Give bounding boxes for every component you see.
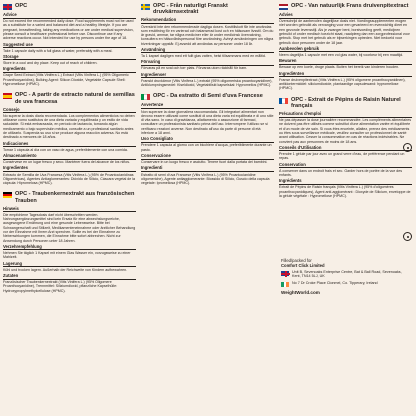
paragraph: Consérvese en un lugar fresco y seco. Manténer fuera del alcance de los niños. [3, 160, 131, 165]
heading: Lagerung [3, 260, 23, 266]
heading: Verzehrempfehlung [3, 243, 42, 249]
column-left [3, 3, 136, 299]
divider [3, 59, 136, 60]
paragraph: Estratto di semi d'uva Francese (Vitis Vinifera L.) (95% Proantocianidine oligomeriche), Agente antiagglomerante: Biossido di Silicio, Guscio della capsula vegetale: Ipromellosa (HPMC). [141, 172, 270, 186]
section-header [279, 97, 412, 109]
heading: Advice [3, 12, 17, 17]
flag-ie-icon [281, 282, 289, 287]
heading: Conservazione [141, 153, 171, 159]
filled-for-text: Filled/packed for [281, 258, 312, 263]
flag-it-icon [141, 94, 150, 100]
paragraph: Store in a cool and dry place. Keep out of reach of children. [3, 61, 98, 66]
flag-es-icon [3, 93, 12, 99]
company-name: Comfort Click Limited [281, 263, 325, 268]
heading: Zutaten [3, 273, 19, 279]
section-swedish [141, 3, 274, 87]
divider [279, 167, 412, 168]
paragraph: Französischer Traubenkernextrakt (Vitis Vinifera L.) (95% Oligomere Proanthocyanidine), Trennmittel: Siliziumdioxid, pflanzliche Kapselhülle: Hydroxypropylmethylcellulose (HPMC). [3, 280, 118, 293]
ie-address-row [281, 281, 411, 287]
paragraph: Bewaar op een koele, droge plaats. Buiten het bereik van kinderen houden. [279, 65, 400, 70]
website-text: WeightWorld.com [281, 289, 320, 295]
divider [3, 249, 136, 250]
heading: Förvaring [141, 59, 161, 65]
paragraph: Ta 1 kapsel dagligen med ett fullt glas vatten, helst tillsammans med en måltid. [141, 54, 266, 59]
section-italian [141, 93, 274, 185]
section-title: OPC - Från naturligt Franskt druvkärnsextrakt [153, 3, 228, 16]
divider [141, 171, 274, 172]
section-title: OPC - Extrait de Pépins de Raisin Naturel français [291, 96, 401, 109]
paragraph: Die empfohlene Tagesdosis darf nicht überschritten werden. Nahrungsergänzungsmittel sind kein Ersatz für eine abwechslungsreiche, ausgewogene Ernährung und eine gesunde Lebensweise. Bitte bei Schwangerschaft und Stillzeit, Medikamenteneinnahme oder ärztlicher Behandlung vor der Einnahme mit Ihrem Arzt sprechen. Sollte es bei der Einnahme zu Nebenwirkungen kommen, die Einnahme bitte sofort abbrechen. Nicht zur Anwendung durch Personen unter 18 Jahren. [3, 212, 136, 243]
heading: Bewaren [279, 58, 297, 64]
uk-address-row [281, 270, 411, 279]
column-right [279, 3, 412, 299]
paragraph: Overschrijd de aanbevolen dagelijkse dosis niet. Voedingssupplementen mogen niet worden gebruikt als vervanging voor een gevarieerd en evenwichtig dieet en een gezonde levensstijl. Als je zwanger bent, borstvoeding geeft, medicijnen gebruikt of onder medisch toezicht staat, raadpleeg dan een zorgprofessional voor gebruik. Stop met het gebruik als er bijwerkingen optreden. Niet bedoeld voor gebruik door personen onder de 18 jaar. [279, 19, 410, 45]
paragraph: Take 1 capsule daily with a full glass of water, preferably with a meal. [3, 48, 113, 53]
paragraph: Extracto de Semilla de Uva Francesa (Vitis Vinifera L.) (95% de Proantocianidinas Oligoméricas), Agentes Antiaglomerantes: Dióxido de Silicio, Cáscara vegetal de la cápsula: Hipromelosa (HPMC). [3, 172, 136, 186]
section-spanish [3, 92, 136, 185]
heading: Advies [279, 12, 293, 17]
divider [279, 18, 412, 19]
heading: Storage [3, 53, 19, 59]
recycle-seal-icon [403, 143, 412, 152]
paragraph: Conservare in un luogo fresco e asciutto. Tenere fuori dalla portata dei bambini. [141, 160, 268, 165]
paragraph: À conserver dans un endroit frais et sec. Garder hors de portée de la vue des enfants. [279, 168, 403, 177]
divider [141, 23, 274, 24]
paragraph: Prendere 1 capsula al giorno con un bicchiere d'acqua, preferibilmente durante un pasto. [141, 143, 272, 152]
divider [141, 142, 274, 143]
paragraph: Neem dagelijks 1 capsule met een vol glas water, bij voorkeur bij een maaltijd. [279, 52, 404, 57]
paragraph: Extrait de Pépins de Raisin français (Vitis Vinifera L.) (95% d'oligomères proanthocyanidiques), Agent anti-agglomérant : Dioxyde de Silicium, enveloppe de la gélule végétale : Hypromellose (HPMC). [279, 185, 411, 198]
flag-se-icon [141, 4, 150, 10]
heading: Conseils d'Utilisation [279, 144, 322, 150]
section-title: OPC - Da estratto di Semi d'uva Francese [153, 93, 263, 100]
heading: Précautions d'emploi [279, 111, 322, 117]
heading: Ingredienser [141, 71, 167, 77]
section-german [3, 191, 136, 293]
flag-de-icon [3, 192, 12, 198]
section-header [141, 3, 274, 15]
paragraph: Ne pas dépasser la dose journalière recommandée. Les compléments alimentaires ne doivent pas être utilisés comme substitut d'une alimentation variée et équilibrée et d'un mode de vie sain. Si vous êtes enceinte, allaitez, prenez des médicaments ou êtes sous surveillance médicale, veuillez consulter un professionnel de santé avant utilisation. Cesser la consommation en cas de réactions indésirables. Ne convient pas aux personnes de moins de 18 ans. [279, 118, 412, 144]
divider [279, 51, 412, 52]
heading: Aanbevolen gebruik [279, 45, 320, 51]
paragraph: No superar la dosis diaria recomendada. Los complementos alimenticios no deben utilizarse como sustitutos de una dieta variada y equilibrada y un estilo de vida saludable. Si está embarazada, en período de lactancia, tomando algún medicamento o bajo supervisión médica, consulte a un profesional sanitario antes de utilizarlo. Suspenda su uso si se produce alguna reacción adversa. No está destinado a menores de 18 años. [3, 113, 135, 140]
section-header [141, 93, 274, 100]
paragraph: Do not exceed the recommended daily dose. Food supplements must not be used as a substitute for a varied and balanced diet and a healthy lifestyle. If you are pregnant, breastfeeding, taking any medications or are under medical supervision, please consult a healthcare professional before use. Discontinue use if any adverse reactions occur. Not intended for use by persons under the age of 18. [3, 19, 134, 41]
divider [3, 47, 136, 48]
heading: Uso Consigliato [141, 136, 173, 142]
paragraph: Kühl und trocken lagern. Außerhalb der Reichweite von Kindern aufbewahren. [3, 267, 128, 272]
recycle-seal-icon [403, 232, 412, 241]
heading: Ingrédients [279, 178, 302, 184]
divider [279, 76, 412, 77]
heading: Avvertenze [141, 102, 164, 108]
label-columns [3, 3, 413, 299]
flag-nl-icon [279, 4, 288, 10]
divider [3, 72, 136, 73]
section-header [3, 3, 136, 10]
section-title: OPC [15, 3, 28, 9]
divider [3, 171, 136, 172]
section-title: OPC - Van natuurlijk Frans druivenpitextract [291, 3, 409, 9]
divider [141, 108, 274, 109]
divider [3, 159, 136, 160]
divider [3, 266, 136, 267]
section-title: OPC - Traubenkernextrakt aus französischen Trauben [15, 191, 135, 204]
divider [3, 146, 136, 147]
divider [3, 18, 136, 19]
section-dutch [279, 3, 412, 91]
section-title: OPC - A partir de extracto natural de semillas de uva francesa [15, 92, 135, 105]
heading: Rekommendation [141, 17, 177, 23]
heading: Suggested use [3, 41, 33, 47]
heading: Ingrediënten [279, 70, 305, 76]
heading: Consejo [3, 106, 20, 112]
divider [141, 159, 274, 160]
heading: Hinweis [3, 205, 19, 211]
divider [141, 65, 274, 66]
paragraph: Överskrid inte den rekommenderade dagliga dosen. Kosttillskott får inte användas som ersättning för en varierad och balanserad kost och en hälsosam livsstil. Om du är gravid, ammar, tar några mediciner eller är under medicinsk övervakning, konsultera en hälsovårdspersonal före användning. Avbryt användningen om några biverkningar uppstår. Ej avsedd att användas av personer under 18 år. [141, 24, 274, 46]
uk-address: Unit B, Sevenoaks Enterprise Centre, Bat & Ball Road, Sevenoaks, Kent, TN14 5LJ, UK [292, 270, 402, 279]
heading: Conservation [279, 161, 306, 167]
section-french [279, 97, 412, 199]
paragraph: Förvaras på en sval och torr plats. Förvaras utom räckhåll för barn. [141, 66, 248, 71]
divider [279, 64, 412, 65]
distributor-block [281, 258, 411, 295]
divider [141, 52, 274, 53]
paragraph: Tomar 1 cápsula al día con un vaso de agua, preferiblemente con una comida. [3, 147, 128, 152]
paragraph: Franse druivenpitextract (Vitis Vinifera L.) (95% oligomere proanthocyanidinen), antiklontermiddel: siliciumdioxide, plantaardige capsulewand: hypromellose (HPMC). [279, 77, 406, 91]
divider [3, 112, 136, 113]
divider [279, 184, 412, 185]
heading: Ingredientes [3, 165, 28, 171]
flag-uk-icon [3, 4, 12, 10]
flag-uk-icon [281, 271, 289, 276]
paragraph: Grape Seed Extract (Vitis Vinifera L.) Extract (Vitis Vinifera L.) (95% Oligomeric Proanthocyanidins), Bulking Agent: Silicon Dioxide, Vegetable Capsule Shell: Hypromellose (HPMC). [3, 73, 129, 87]
section-header [3, 191, 136, 203]
column-middle [141, 3, 274, 299]
heading: Ingredienti [141, 165, 163, 171]
heading: Indicaciones [3, 140, 29, 146]
divider [279, 117, 412, 118]
divider [3, 211, 136, 212]
paragraph: Prendre 1 gélule par jour avec un grand verre d'eau, de préférence pendant un repas. [279, 152, 405, 161]
paragraph: Non superare la dose giornaliera raccomandata. Gli integratori alimentari non devono essere utilizzati come sostituti di una dieta varia ed equilibrata e di uno stile di vita sano. In caso di gravidanza, allattamento o assunzione di farmaci, consultare un professionista sanitario prima dell'uso. Interrompere l'utilizzo se si verificano reazioni avverse. Non destinato all'uso da parte di persone di età inferiore a 18 anni. [141, 109, 274, 136]
ie-address: No 7 Dr Croke Place Clonmel, Co. Tipperary, Ireland [292, 280, 378, 285]
paragraph: Franskt druvkärnor (Vitis Vinifera L.) extrakt (95% oligomeriska proantocyanidiner), Antiklumpningsmedel: Kiseldioxid, Vegetabiliskt kapselskal: Hypromellos (HPMC). [141, 78, 273, 88]
section-header [279, 3, 412, 10]
heading: Almacenamiento [3, 153, 37, 159]
heading: Ingredients [3, 66, 26, 72]
paragraph: Nehmen Sie täglich 1 Kapsel mit einem Glas Wasser ein, vorzugsweise zu einer Mahlzeit. [3, 251, 131, 260]
divider [279, 150, 412, 151]
section-english [3, 3, 136, 86]
heading: Användning [141, 46, 166, 52]
divider [3, 279, 136, 280]
section-header [3, 92, 136, 104]
divider [141, 77, 274, 78]
flag-fr-icon [279, 98, 288, 104]
